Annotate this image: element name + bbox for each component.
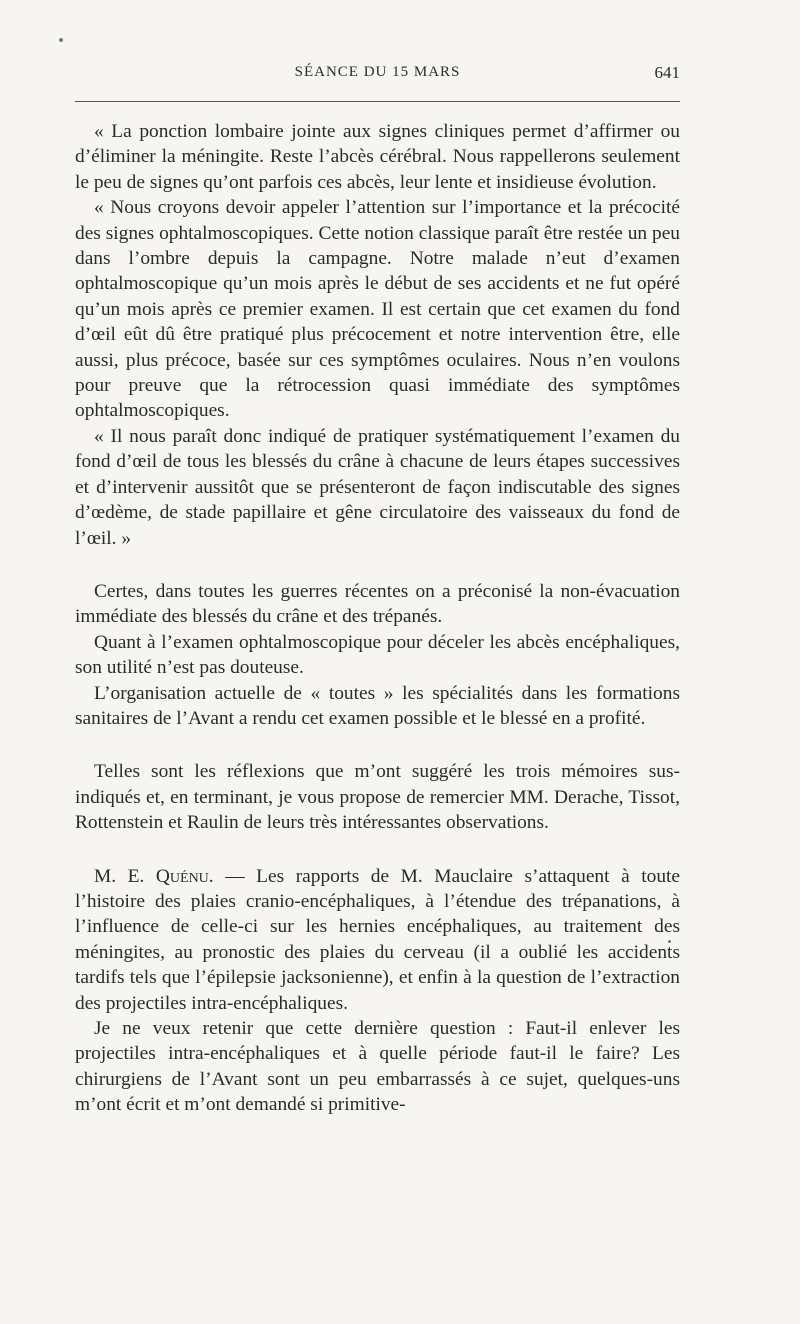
paragraph: « Nous croyons devoir appeler l’attention sur l’importance et la précocité des signes ophtalmoscopiques. Cette notion classique paraît être restée un peu dans l’ombre depuis la campagne. Notre malade n’eut d’examen ophtalmoscopique qu’un mois après le début de ses accidents et ne fut opéré qu’un mois après ce premier examen. Il est certain que cet examen du fond d’œil eût dû être pratiqué plus précocement et notre intervention être, elle aussi, plus précoce, basée sur ces symptômes oculaires. Nous n’en voulons pour preuve que la rétrocession quasi immédiate des symptômes ophtalmoscopiques. xyxy=(75,197,680,422)
running-header xyxy=(75,64,680,94)
section-gap xyxy=(75,551,680,579)
section-gap xyxy=(75,836,680,864)
page-body xyxy=(75,119,680,1118)
paragraph: L’organisation actuelle de « toutes » les spécialités dans les formations sanitaires de l’Avant a rendu cet examen possible et le blessé en a profité. xyxy=(75,682,680,729)
paragraph: Certes, dans toutes les guerres récentes on a préconisé la non-évacuation immédiate des blessés du crâne et des trépanés. xyxy=(75,580,680,628)
paragraph: Je ne veux retenir que cette dernière question : Faut-il enlever les projectiles intra-encéphaliques et à quelle période faut-il le faire? Les chirurgiens de l’Avant sont un peu embarrassés à ce sujet, quelques-uns m’ont écrit et m’ont demandé si primitive- xyxy=(75,1018,680,1116)
speck-mark xyxy=(59,38,63,42)
paragraph: « La ponction lombaire jointe aux signes cliniques permet d’affirmer ou d’éliminer la méningite. Reste l’abcès cérébral. Nous rappellerons seulement le peu de signes qu’ont parfois ces abcès, leur lente et insidieuse évolution. xyxy=(75,121,680,193)
speaker-paragraph xyxy=(75,864,680,1016)
paragraph: Quant à l’examen ophtalmoscopique pour déceler les abcès encéphaliques, son utilité n’est pas douteuse. xyxy=(75,631,680,679)
header-rule xyxy=(75,101,680,102)
section-gap xyxy=(75,731,680,759)
speaker-prefix: M. E. xyxy=(94,865,156,887)
paragraph: « Il nous paraît donc indiqué de pratiquer systématiquement l’examen du fond d’œil de tous les blessés du crâne à chacune de leurs étapes successives et d’intervenir aussitôt que se présenteront de façon indiscutable des signes d’œdème, de stade papillaire et gêne circulatoire des vaisseaux du fond de l’œil. » xyxy=(75,425,680,549)
paragraph: Telles sont les réflexions que m’ont suggéré les trois mémoires sus-indiqués et, en terminant, je vous propose de remercier MM. Derache, Tissot, Rottenstein et Raulin de leurs très intéressantes observations. xyxy=(75,761,680,834)
speaker-name: Quénu xyxy=(155,865,209,887)
speaker-text: . — Les rapports de M. Mauclaire s’attaquent à toute l’histoire des plaies cranio-encéphaliques, à l’étendue des trépanations, à l’influence de celle-ci sur les hernies encéphaliques, au traitement des méningites, au pronostic des plaies du cerveau (il a oublié les accidents tardifs tels que l’épilepsie jacksonienne), et enfin à la question de l’extraction des projectiles intra-encéphaliques. xyxy=(75,865,681,1014)
page-number: 641 xyxy=(654,63,680,82)
running-title: SÉANCE DU 15 MARS xyxy=(294,64,461,80)
